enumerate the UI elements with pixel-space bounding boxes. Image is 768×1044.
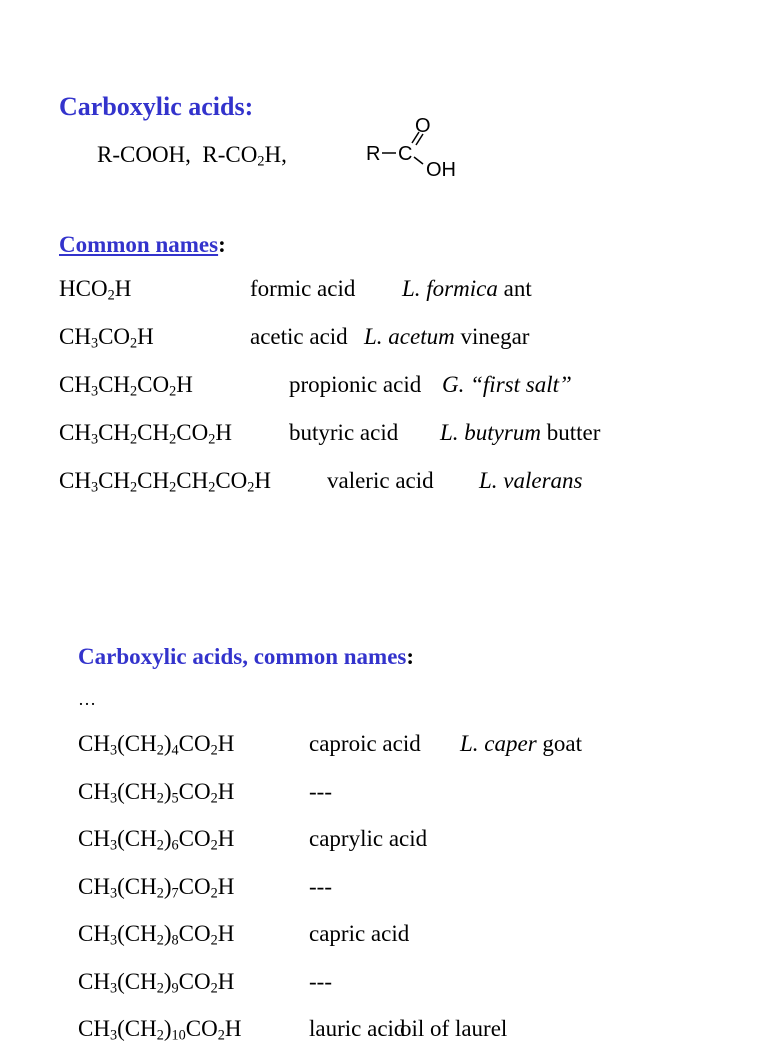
formula-part: CH bbox=[78, 731, 110, 756]
formula-subscript: 2 bbox=[156, 742, 164, 759]
row-acid-name: formic acid bbox=[250, 276, 356, 301]
row-formula bbox=[59, 420, 232, 448]
origin-meaning: vinegar bbox=[460, 324, 530, 349]
row-acid-name: acetic acid bbox=[250, 324, 348, 349]
ellipsis: … bbox=[78, 689, 96, 709]
row-formula bbox=[78, 968, 235, 997]
origin-language: G. bbox=[442, 372, 465, 397]
formula-subscript: 2 bbox=[130, 383, 138, 400]
formula-part: CO bbox=[178, 921, 211, 946]
formula-part: CH bbox=[137, 468, 170, 493]
formula-part: CO bbox=[178, 778, 211, 804]
formula-subscript: 2 bbox=[169, 431, 177, 448]
formula-part: R-CO bbox=[202, 142, 258, 167]
row-acid-name: butyric acid bbox=[289, 420, 399, 445]
formula-subscript: 2 bbox=[130, 335, 138, 352]
structure-oh-label: OH bbox=[426, 159, 456, 181]
formula-subscript: 7 bbox=[171, 885, 179, 902]
formula-part: CO bbox=[178, 968, 211, 994]
formula-part: CH bbox=[78, 826, 110, 851]
formula-part: (CH bbox=[117, 968, 157, 994]
common-names-heading bbox=[59, 233, 226, 256]
row-formula bbox=[78, 826, 235, 854]
formula-part: ) bbox=[163, 921, 172, 946]
formula-subscript: 3 bbox=[90, 431, 99, 448]
section2-heading bbox=[78, 645, 414, 668]
formula-subscript: 3 bbox=[109, 885, 118, 902]
formula-subscript: 2 bbox=[210, 742, 218, 759]
formula-part: ) bbox=[163, 778, 172, 804]
formula-subscript: 2 bbox=[210, 980, 218, 997]
formula-part: ) bbox=[163, 826, 172, 851]
formula-subscript: 2 bbox=[208, 431, 216, 448]
formula-part: H, bbox=[264, 142, 287, 167]
row-origin bbox=[460, 732, 582, 755]
formula-part: CO bbox=[185, 1016, 218, 1041]
formula-part: CH bbox=[137, 420, 170, 445]
formula-part: CH bbox=[98, 468, 131, 493]
row-acid-name: --- bbox=[309, 778, 332, 804]
formula-subscript: 2 bbox=[210, 932, 218, 949]
section2-heading-text: Carboxylic acids, common names bbox=[78, 644, 407, 669]
formula-part: CO bbox=[178, 826, 211, 851]
formula-part: H bbox=[224, 1016, 242, 1041]
origin-language: L. bbox=[460, 731, 479, 756]
formula-subscript: 9 bbox=[171, 980, 179, 997]
row-acid-name: --- bbox=[309, 968, 332, 994]
formula-rcooh: R-COOH, bbox=[97, 142, 191, 167]
formula-part: CH bbox=[78, 1016, 110, 1041]
formula-part: H bbox=[176, 372, 193, 397]
formula-part: H bbox=[217, 921, 235, 946]
formula-part: CH bbox=[176, 468, 209, 493]
formula-subscript: 2 bbox=[156, 885, 164, 902]
common-names-heading-text: Common names bbox=[59, 232, 219, 257]
formula-part: H bbox=[217, 778, 235, 804]
formula-subscript: 3 bbox=[90, 479, 99, 496]
formula-subscript: 3 bbox=[90, 383, 99, 400]
formula-part: CH bbox=[78, 921, 110, 946]
common-names-heading-colon: : bbox=[218, 232, 226, 257]
origin-word: valerans bbox=[503, 468, 583, 493]
carboxyl-structure-diagram bbox=[360, 112, 470, 187]
formula-subscript: 3 bbox=[109, 742, 118, 759]
section-title-colon: : bbox=[244, 92, 254, 121]
formula-subscript: 3 bbox=[109, 837, 118, 854]
row-formula bbox=[78, 921, 235, 949]
formula-subscript: 2 bbox=[169, 479, 177, 496]
formula-subscript: 2 bbox=[156, 1027, 164, 1044]
row-formula bbox=[78, 778, 235, 807]
formula-part: CO bbox=[176, 420, 209, 445]
formula-part: CO bbox=[178, 873, 211, 899]
formula-subscript: 2 bbox=[130, 431, 138, 448]
formula-part: CH bbox=[98, 372, 131, 397]
formula-subscript: 3 bbox=[109, 790, 118, 807]
section2-heading-colon: : bbox=[406, 644, 415, 669]
formula-part: CH bbox=[98, 420, 131, 445]
structure-oh-bond bbox=[414, 157, 423, 164]
origin-word: “first salt” bbox=[470, 372, 572, 397]
formula-part: ) bbox=[163, 873, 172, 899]
formula-subscript: 3 bbox=[109, 980, 118, 997]
origin-language: L. bbox=[364, 324, 383, 349]
row-acid-name: capric acid bbox=[309, 921, 410, 946]
formula-subscript: 8 bbox=[171, 932, 179, 949]
formula-subscript: 2 bbox=[169, 383, 177, 400]
structure-r-label: R bbox=[366, 143, 381, 165]
formula-subscript: 2 bbox=[210, 790, 218, 807]
row-formula bbox=[59, 276, 132, 304]
formula-part: CH bbox=[59, 468, 91, 493]
formula-part: (CH bbox=[117, 778, 157, 804]
formula-subscript: 2 bbox=[217, 1027, 225, 1044]
formula-part: H bbox=[217, 826, 235, 851]
origin-word: butyrum bbox=[464, 420, 541, 445]
row-origin bbox=[440, 421, 600, 444]
formula-subscript: 5 bbox=[171, 790, 179, 807]
origin-meaning: goat bbox=[542, 731, 583, 756]
formula-subscript: 10 bbox=[171, 1027, 186, 1044]
formula-subscript: 3 bbox=[109, 932, 118, 949]
formula-subscript: 2 bbox=[130, 479, 138, 496]
formula-part: CH bbox=[78, 778, 110, 804]
origin-language: L. bbox=[402, 276, 421, 301]
formula-subscript: 4 bbox=[171, 742, 179, 759]
formula-part: CH bbox=[78, 873, 110, 899]
section-title-text: Carboxylic acids bbox=[59, 92, 245, 121]
formula-subscript: 2 bbox=[208, 479, 216, 496]
formula-part: H bbox=[217, 731, 235, 756]
formula-part: (CH bbox=[117, 921, 157, 946]
formula-part: H bbox=[114, 276, 132, 301]
formula-subscript: 2 bbox=[247, 479, 255, 496]
row-formula bbox=[78, 731, 235, 759]
formula-rco2h bbox=[202, 142, 287, 170]
formula-subscript: 3 bbox=[109, 1027, 118, 1044]
formula-subscript: 2 bbox=[210, 837, 218, 854]
formula-part: H bbox=[215, 420, 232, 445]
formula-part: ) bbox=[163, 968, 172, 994]
formula-subscript: 6 bbox=[171, 837, 179, 854]
formula-part: (CH bbox=[117, 873, 157, 899]
row-formula bbox=[59, 468, 272, 496]
row-formula bbox=[59, 324, 154, 352]
row-acid-name: propionic acid bbox=[289, 372, 422, 397]
origin-language: L. bbox=[440, 420, 459, 445]
section-title bbox=[59, 94, 253, 120]
formula-part: ) bbox=[163, 1016, 172, 1041]
formula-part: CH bbox=[78, 968, 110, 994]
formula-part: CH bbox=[59, 324, 91, 349]
row-formula bbox=[59, 372, 193, 400]
row-acid-name: caprylic acid bbox=[309, 826, 428, 851]
formula-subscript: 2 bbox=[156, 980, 164, 997]
origin-meaning: butter bbox=[546, 420, 601, 445]
row-origin bbox=[364, 325, 529, 348]
row-origin bbox=[479, 469, 583, 492]
formula-part: HCO bbox=[59, 276, 108, 301]
structure-o-label: O bbox=[415, 115, 431, 137]
origin-word: caper bbox=[484, 731, 537, 756]
row-origin bbox=[442, 373, 572, 396]
formula-subscript: 2 bbox=[257, 153, 265, 170]
row-acid-name: valeric acid bbox=[327, 468, 434, 493]
formula-subscript: 3 bbox=[90, 335, 99, 352]
formula-part: CO bbox=[178, 731, 211, 756]
formula-part: H bbox=[137, 324, 154, 349]
formula-subscript: 2 bbox=[107, 287, 115, 304]
formula-part: H bbox=[254, 468, 272, 493]
formula-subscript: 2 bbox=[156, 932, 164, 949]
structure-c-label: C bbox=[398, 143, 413, 165]
row-formula bbox=[78, 873, 235, 902]
row-formula bbox=[78, 1016, 242, 1044]
formula-part: H bbox=[217, 968, 235, 994]
origin-word: oil of laurel bbox=[400, 1016, 508, 1041]
origin-word: formica bbox=[426, 276, 498, 301]
formula-part: ) bbox=[163, 731, 172, 756]
formula-part: (CH bbox=[117, 731, 157, 756]
formula-subscript: 2 bbox=[156, 790, 164, 807]
formula-part: (CH bbox=[117, 1016, 157, 1041]
origin-meaning: ant bbox=[503, 276, 532, 301]
formula-part: CO bbox=[137, 372, 170, 397]
row-acid-name: caproic acid bbox=[309, 731, 421, 756]
formula-subscript: 2 bbox=[210, 885, 218, 902]
formula-part: H bbox=[217, 873, 235, 899]
general-formula bbox=[97, 142, 287, 170]
row-acid-name: lauric acid bbox=[309, 1016, 406, 1041]
origin-word: acetum bbox=[388, 324, 455, 349]
row-origin bbox=[400, 1017, 507, 1040]
formula-part: CH bbox=[59, 372, 91, 397]
row-origin bbox=[402, 277, 532, 300]
formula-subscript: 2 bbox=[156, 837, 164, 854]
formula-part: CO bbox=[215, 468, 248, 493]
row-acid-name: --- bbox=[309, 873, 332, 899]
formula-part: (CH bbox=[117, 826, 157, 851]
formula-part: CO bbox=[98, 324, 131, 349]
origin-language: L. bbox=[479, 468, 498, 493]
formula-part: CH bbox=[59, 420, 91, 445]
